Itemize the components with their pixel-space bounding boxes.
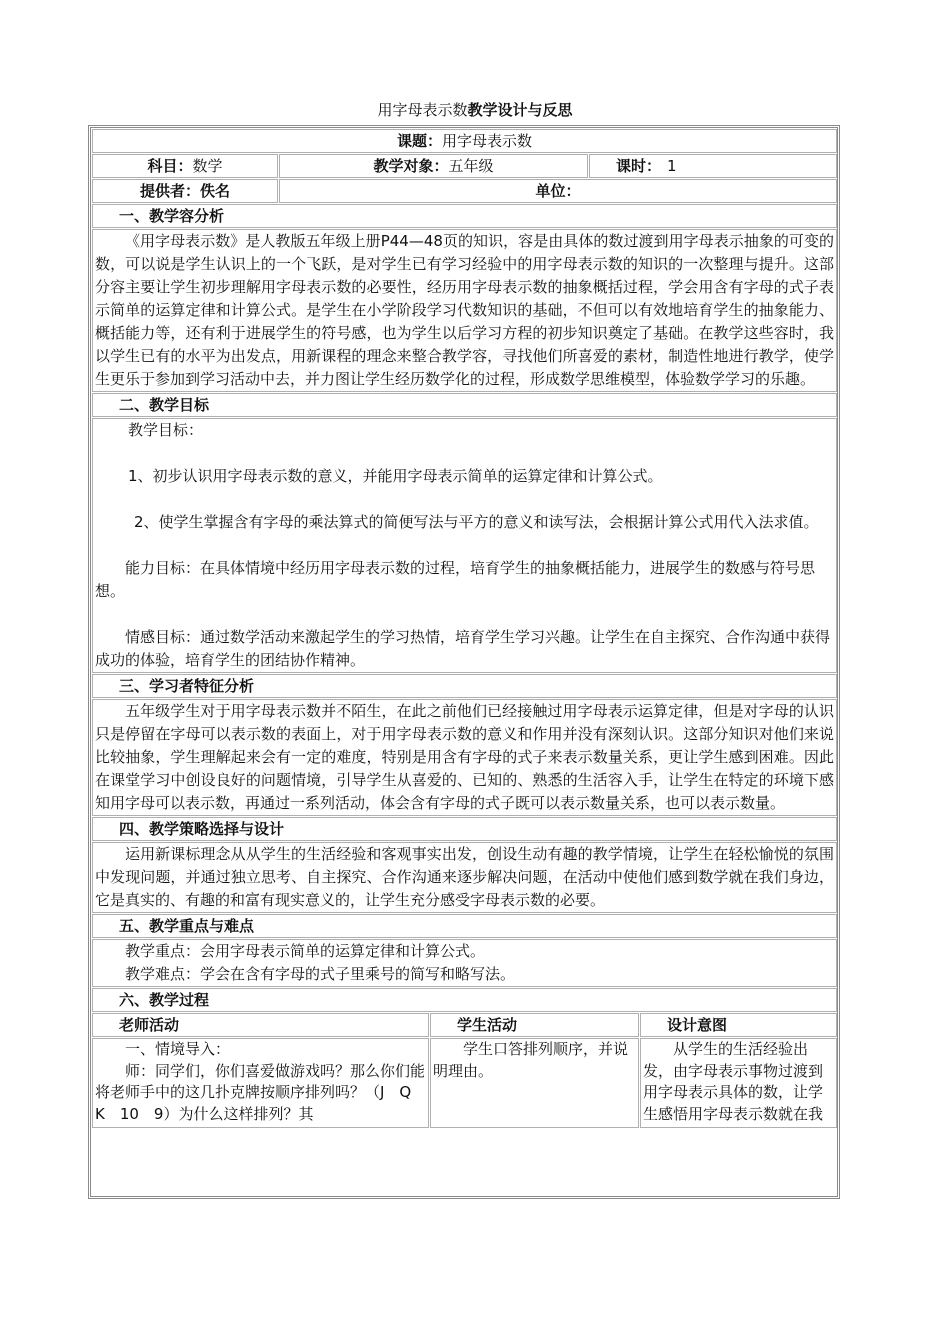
period-value: 1 <box>667 157 677 175</box>
section-text-1: 《用字母表示数》是人教版五年级上册P44—48页的知识，容是由具体的数过渡到用字母表示抽象的可变的数，可以说是学生认识上的一个飞跃，是对学生已有学习经验中的用字母表示数的知识的一次整理与提升。这部分容主要让学生初步理解用字母表示数的必要性，经历用字母表示数的抽象概括过程，学会用含有字母的式子表示简单的运算定律和计算公式。是学生在小学阶段学习代数知识的基础，不但可以有效地培育学生的抽象能力、概括能力等，还有利于进展学生的符号感，也为学生以后学习方程的初步知识奠定了基础。在教学这些容时，我以学生已有的水平为出发点，用新课程的理念来整合教学容，寻找他们所喜爱的素材，制造性地进行教学，使学生更乐于参加到学习活动中去，并力图让学生经历数学化的过程，形成数学思维模型，体验数学学习的乐趣。 <box>95 232 834 388</box>
audience-label: 教学对象： <box>373 157 449 175</box>
goal-label: 教学目标： <box>128 421 204 439</box>
col-intent-header: 设计意图 <box>640 1013 837 1037</box>
col-teacher-header: 老师活动 <box>92 1013 429 1037</box>
process-row <box>92 1038 837 1128</box>
goal-1: 1、初步认识用字母表示数的意义，并能用字母表示简单的运算定律和计算公式。 <box>128 467 663 485</box>
teacher-line-1: 一、情境导入： <box>125 1040 231 1058</box>
section-title-5: 五、教学重点与难点 <box>92 914 837 938</box>
provider-row <box>92 179 837 203</box>
ability-goal: 能力目标：在具体情境中经历用字母表示数的过程，培育学生的抽象概括能力，进展学生的数感与符号思想。 <box>95 559 816 600</box>
section-title-3: 三、学习者特征分析 <box>92 674 837 698</box>
intent-text: 从学生的生活经验出发，由字母表示事物过渡到用字母表示具体的数，让学生感悟用字母表示数就在我 <box>643 1040 824 1123</box>
process-header-row <box>92 1013 837 1037</box>
emotion-goal: 情感目标：通过数学活动来激起学生的学习热情，培育学生学习兴趣。让学生在自主探究、合作沟通中获得成功的体验，培育学生的团结协作精神。 <box>95 628 831 669</box>
unit-label: 单位： <box>279 179 837 203</box>
difficult-point: 教学难点：学会在含有字母的式子里乘号的简写和略写法。 <box>125 965 516 983</box>
section-title-6: 六、教学过程 <box>92 988 837 1012</box>
section-text-4: 运用新课标理念从从学生的生活经验和客观事实出发，创设生动有趣的教学情境，让学生在轻松愉悦的氛围中发现问题，并通过独立思考、自主探究、合作沟通来逐步解决问题，在活动中使他们感到数学就在我们身边，它是真实的、有趣的和富有现实意义的，让学生充分感受字母表示数的必要。 <box>95 845 834 909</box>
lesson-plan-table <box>88 125 840 1199</box>
section-title-4: 四、教学策略选择与设计 <box>92 817 837 841</box>
key-point: 教学重点：会用字母表示简单的运算定律和计算公式。 <box>125 942 486 960</box>
topic-value: 用字母表示数 <box>442 132 533 150</box>
period-label: 课时： <box>616 157 662 175</box>
section-title-2: 二、教学目标 <box>92 393 837 417</box>
teacher-line-2: 师：同学们，你们喜爱做游戏吗？那么你们能将老师手中的这几扑克牌按顺序排列吗？（J Q K 10 9）为什么这样排列？其 <box>95 1061 427 1123</box>
title-bold: 教学设计与反思 <box>467 101 573 119</box>
title-plain: 用字母表示数 <box>377 101 468 119</box>
design-intent <box>640 1038 837 1128</box>
subject-label: 科目： <box>147 157 193 175</box>
subject-value: 数学 <box>192 157 223 175</box>
col-student-header: 学生活动 <box>430 1013 639 1037</box>
section-title-1: 一、教学容分析 <box>92 204 837 228</box>
topic-row <box>92 129 837 153</box>
provider-label: 提供者：佚名 <box>92 179 278 203</box>
section-body-2 <box>92 418 837 673</box>
goal-2: 2、使学生掌握含有字母的乘法算式的简便写法与平方的意义和读写法，会根据计算公式用代入法求值。 <box>134 513 819 531</box>
subject-row <box>92 154 837 178</box>
topic-label: 课题： <box>396 132 442 150</box>
document-title <box>0 100 950 120</box>
student-text: 学生口答排列顺序，并说明理由。 <box>433 1040 629 1080</box>
student-activity <box>430 1038 639 1128</box>
main-table <box>91 128 838 1129</box>
audience-value: 五年级 <box>448 157 494 175</box>
teacher-activity <box>92 1038 429 1128</box>
section-text-3: 五年级学生对于用字母表示数并不陌生，在此之前他们已经接触过用字母表示运算定律，但是对字母的认识只是停留在字母可以表示数的表面上，对于用字母表示数的意义和作用并没有深刻认识。这部分知识对他们来说比较抽象，学生理解起来会有一定的难度，特别是用含有字母的式子来表示数量关系，更让学生感到困难。因此在课堂学习中创设良好的问题情境，引导学生从喜爱的、已知的、熟悉的生活容入手，让学生在特定的环境下感知用字母可以表示数，再通过一系列活动，体会含有字母的式子既可以表示数量关系，也可以表示数量。 <box>95 702 834 812</box>
